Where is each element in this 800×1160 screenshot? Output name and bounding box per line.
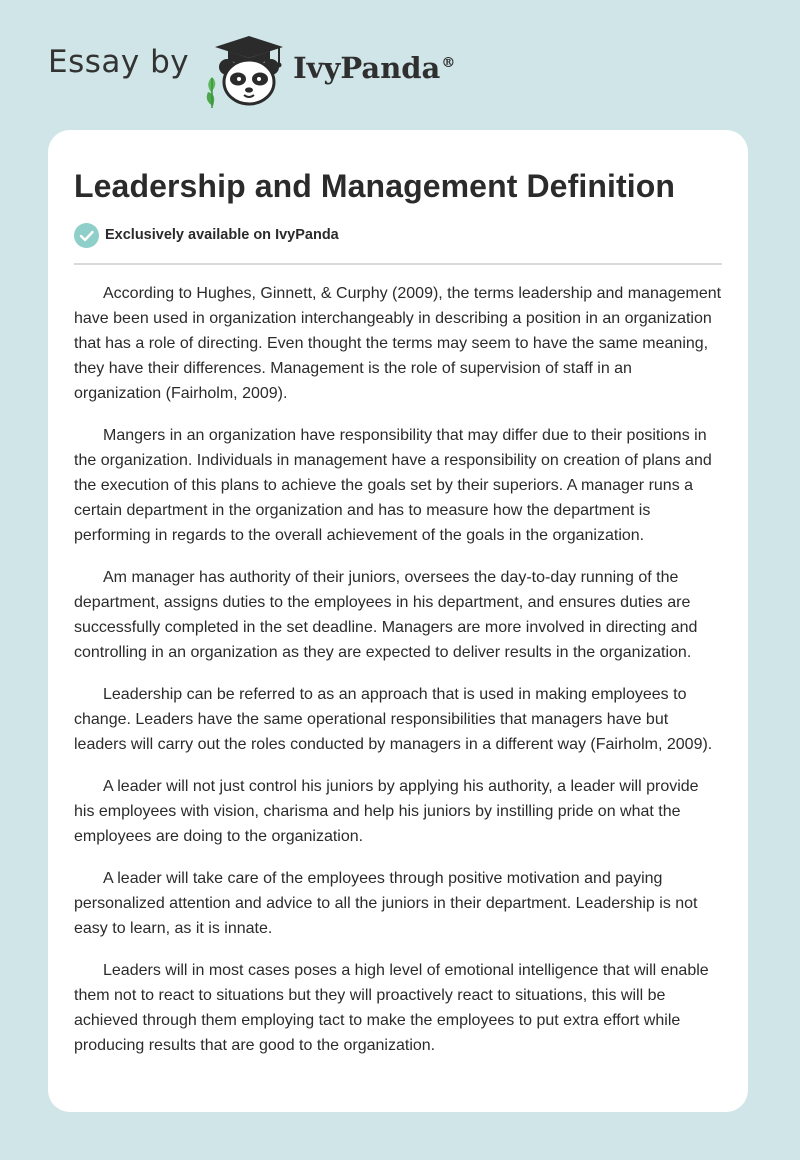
exclusive-badge (74, 222, 722, 248)
check-circle-icon (74, 223, 99, 248)
brand-prefix: Essay by (48, 44, 190, 80)
divider (74, 263, 722, 265)
registered-mark: ® (441, 55, 456, 72)
paragraph: A leader will take care of the employees through positive motivation and paying personalized attention and advice to all the juniors in their department. Leadership is not easy to learn, as it is innate. (74, 870, 698, 937)
paragraph: According to Hughes, Ginnett, & Curphy (2009), the terms leadership and management have been used in organization interchangeably in describing a position in an organization that has a role of directing. Even thought the terms may seem to have the same meaning, they have their differences. Management is the role of supervision of staff in an organization (Fairholm, 2009). (74, 285, 722, 402)
paragraph: Leadership can be referred to as an approach that is used in making employees to change. Leaders have the same operational responsibilities that managers have but leaders will carry out the roles conducted by managers in a different way (Fairholm, 2009). (74, 686, 713, 753)
paragraph: A leader will not just control his juniors by applying his authority, a leader will provide his employees with vision, charisma and help his juniors by instilling pride on what the employees are doing to the organization. (74, 778, 699, 845)
badge-text: Exclusively available on IvyPanda (105, 227, 339, 243)
essay-title: Leadership and Management Definition (74, 168, 676, 204)
brand-header (48, 30, 455, 110)
essay-card (48, 130, 748, 1112)
panda-graduate-logo-icon (203, 30, 291, 110)
paragraph: Leaders will in most cases poses a high level of emotional intelligence that will enable them not to react to situations but they will proactively react to situations, this will be achieved through them employing tact to make the employees to put extra effort while producing results that are good to the organization. (74, 962, 709, 1054)
essay-body (74, 281, 722, 1058)
paragraph: Mangers in an organization have responsibility that may differ due to their positions in the organization. Individuals in management have a responsibility on creation of plans and the execution of this plans to achieve the goals set by their superiors. A manager runs a certain department in the organization and has to measure how the department is performing in regards to the overall achievement of the goals in the organization. (74, 427, 712, 544)
paragraph: Am manager has authority of their juniors, oversees the day-to-day running of the department, assigns duties to the employees in his department, and ensures duties are successfully completed in the set deadline. Managers are more involved in directing and controlling in an organization as they are expected to deliver results in the organization. (74, 569, 698, 661)
brand-name: IvyPanda® (293, 51, 456, 85)
